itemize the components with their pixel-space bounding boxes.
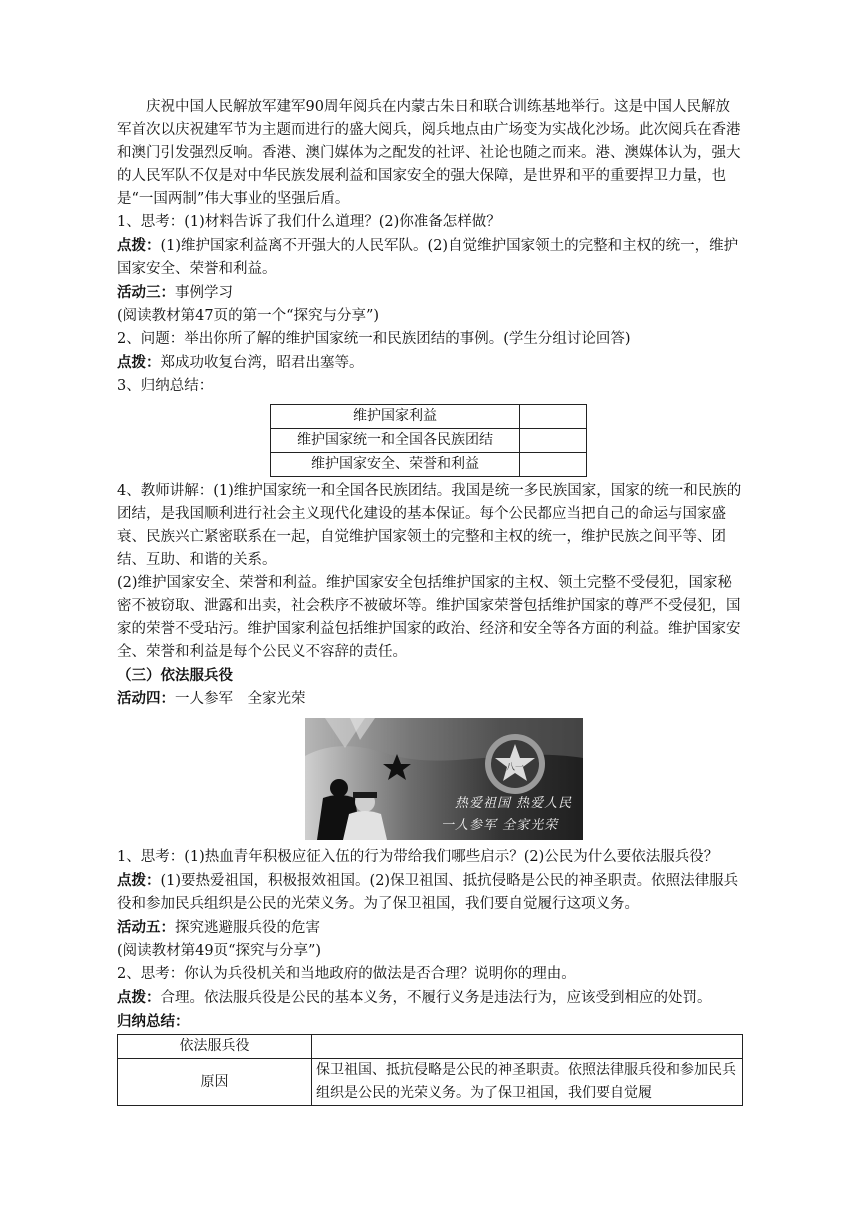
- reading-note-1: (阅读教材第47页的第一个“探究与分享”): [117, 308, 380, 324]
- activity-4-heading: [117, 687, 743, 711]
- summary-3: 3、归纳总结：: [117, 378, 214, 394]
- activity-5-heading: [117, 916, 743, 940]
- think-question-1b: 1、思考：(1)热血青年积极应征入伍的行为带给我们哪些启示？(2)公民为什么要依法服兵役？: [117, 849, 719, 865]
- tip-2-text: 郑成功收复台湾，昭君出塞等。: [160, 355, 364, 371]
- army-emblem-icon: [485, 734, 545, 794]
- tip-label: 点拨：: [117, 237, 161, 254]
- activity-3-label: 活动三：: [117, 284, 175, 301]
- table-row: [271, 429, 587, 453]
- tip-label: 点拨：: [117, 872, 161, 889]
- table-cell: [312, 1035, 743, 1059]
- tip-label: 点拨：: [117, 989, 161, 1006]
- table-row: [271, 453, 587, 477]
- reading-note-2: (阅读教材第49页“探究与分享”): [117, 943, 322, 959]
- soldier-figures-icon: [317, 779, 387, 840]
- tip-3-text: (1)要热爱祖国，积极报效祖国。(2)保卫祖国、抵抗侵略是公民的神圣职责。依照法律服兵役和参加民兵组织是公民的光荣义务。为了保卫祖国，我们要自觉履行这项义务。: [117, 873, 739, 912]
- table-cell-empty: [520, 453, 587, 477]
- think-question-1: 1、思考：(1)材料告诉了我们什么道理？(2)你准备怎样做？: [117, 214, 501, 230]
- summary-table-1: [270, 404, 587, 477]
- think-question-2b: 2、思考：你认为兵役机关和当地政府的做法是否合理？说明你的理由。: [117, 966, 576, 982]
- table-cell-empty: [520, 429, 587, 453]
- tip-4: [117, 986, 743, 1010]
- table-cell: 维护国家统一和全国各民族团结: [271, 429, 520, 453]
- section-3-heading: （三）依法服兵役: [117, 667, 233, 684]
- table-cell: 原因: [118, 1059, 312, 1106]
- document-page: [117, 96, 743, 1106]
- activity-5-label: 活动五：: [117, 919, 175, 936]
- activity-4-label: 活动四：: [117, 690, 175, 707]
- tip-1: [117, 234, 743, 281]
- tip-3: [117, 869, 743, 916]
- svg-text:八一: 八一: [505, 763, 525, 773]
- tip-1-text: (1)维护国家利益离不开强大的人民军队。(2)自觉维护国家领土的完整和主权的统一，维护国家安全、荣誉和利益。: [117, 238, 739, 277]
- table-row: [271, 405, 587, 429]
- tip-label: 点拨：: [117, 354, 161, 371]
- banner-slogan-line-2: 一人参军 全家光荣: [441, 818, 559, 833]
- activity-3-heading: [117, 281, 743, 305]
- tip-2: [117, 351, 743, 375]
- table-cell: 维护国家利益: [271, 405, 520, 429]
- table-cell-empty: [520, 405, 587, 429]
- lecture-4-part-2: (2)维护国家安全、荣誉和利益。维护国家安全包括维护国家的主权、领土完整不受侵犯，国家秘密不被窃取、泄露和出卖，社会秩序不被破坏等。维护国家荣誉包括维护国家的尊严不受侵犯，国家的荣誉不受玷污。维护国家利益包括维护国家的政治、经济和安全等各方面的利益。维护国家安全、荣誉和利益是每个公民义不容辞的责任。: [117, 575, 741, 660]
- banner-slogan-line-1: 热爱祖国 热爱人民: [455, 796, 573, 811]
- table-cell: 维护国家安全、荣誉和利益: [271, 453, 520, 477]
- summary-table-2: [117, 1034, 743, 1106]
- activity-3-text: 事例学习: [175, 285, 233, 301]
- table-row: [118, 1035, 743, 1059]
- table-cell: 依法服兵役: [118, 1035, 312, 1059]
- table-row: [118, 1059, 743, 1106]
- lecture-4-part-1: 4、教师讲解：(1)维护国家统一和全国各民族团结。我国是统一多民族国家，国家的统一和民族的团结，是我国顺利进行社会主义现代化建设的基本保证。每个公民都应当把自己的命运与国家盛衰、民族兴亡紧密联系在一起，自觉维护国家领土的完整和主权的统一，维护民族之间平等、团结、互助、和谐的关系。: [117, 483, 742, 568]
- military-banner-image: [305, 718, 583, 840]
- tip-4-text: 合理。依法服兵役是公民的基本义务，不履行义务是违法行为，应该受到相应的处罚。: [160, 990, 712, 1006]
- intro-paragraph: 庆祝中国人民解放军建军90周年阅兵在内蒙古朱日和联合训练基地举行。这是中国人民解放军首次以庆祝建军节为主题而进行的盛大阅兵，阅兵地点由广场变为实战化沙场。此次阅兵在香港和澳门引发强烈反响。香港、澳门媒体为之配发的社评、社论也随之而来。港、澳媒体认为，强大的人民军队不仅是对中华民族发展利益和国家安全的强大保障，是世界和平的重要捍卫力量，也是“一国两制”伟大事业的坚强后盾。: [117, 99, 741, 207]
- summary-heading: 归纳总结：: [117, 1013, 190, 1030]
- activity-4-text: 一人参军 全家光荣: [175, 691, 306, 707]
- question-2: 2、问题：举出你所了解的维护国家统一和民族团结的事例。(学生分组讨论回答): [117, 331, 631, 347]
- activity-5-text: 探究逃避服兵役的危害: [175, 920, 320, 936]
- table-cell: 保卫祖国、抵抗侵略是公民的神圣职责。依照法律服兵役和参加民兵组织是公民的光荣义务。为了保卫祖国，我们要自觉履: [312, 1059, 743, 1106]
